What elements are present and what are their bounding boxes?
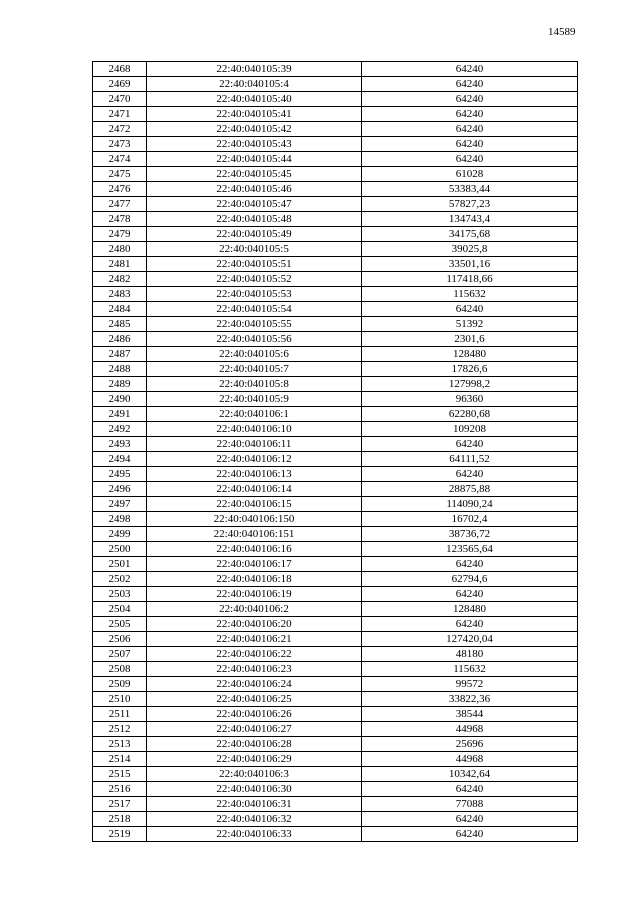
table-row [93, 662, 578, 677]
value-cell: 25696 [362, 737, 578, 752]
cadastral-number-cell: 22:40:040106:19 [147, 587, 362, 602]
cadastral-number-cell: 22:40:040106:1 [147, 407, 362, 422]
table-row [93, 602, 578, 617]
table-row [93, 137, 578, 152]
table-row [93, 632, 578, 647]
table-row [93, 317, 578, 332]
row-number-cell: 2515 [93, 767, 147, 782]
value-cell: 64240 [362, 137, 578, 152]
cadastral-number-cell: 22:40:040106:21 [147, 632, 362, 647]
cadastral-number-cell: 22:40:040106:30 [147, 782, 362, 797]
value-cell: 99572 [362, 677, 578, 692]
cadastral-number-cell: 22:40:040105:43 [147, 137, 362, 152]
table-row [93, 707, 578, 722]
row-number-cell: 2489 [93, 377, 147, 392]
table-row [93, 452, 578, 467]
row-number-cell: 2470 [93, 92, 147, 107]
value-cell: 64240 [362, 92, 578, 107]
cadastral-number-cell: 22:40:040106:28 [147, 737, 362, 752]
table-row [93, 422, 578, 437]
row-number-cell: 2494 [93, 452, 147, 467]
value-cell: 64240 [362, 557, 578, 572]
table-row [93, 782, 578, 797]
table-body [93, 62, 578, 842]
table-row [93, 197, 578, 212]
row-number-cell: 2485 [93, 317, 147, 332]
table-row [93, 122, 578, 137]
cadastral-number-cell: 22:40:040105:44 [147, 152, 362, 167]
cadastral-number-cell: 22:40:040106:16 [147, 542, 362, 557]
cadastral-number-cell: 22:40:040105:45 [147, 167, 362, 182]
cadastral-number-cell: 22:40:040105:47 [147, 197, 362, 212]
row-number-cell: 2511 [93, 707, 147, 722]
value-cell: 64240 [362, 812, 578, 827]
value-cell: 62280,68 [362, 407, 578, 422]
row-number-cell: 2475 [93, 167, 147, 182]
cadastral-number-cell: 22:40:040105:49 [147, 227, 362, 242]
value-cell: 109208 [362, 422, 578, 437]
cadastral-number-cell: 22:40:040106:151 [147, 527, 362, 542]
table-row [93, 212, 578, 227]
value-cell: 64240 [362, 782, 578, 797]
table-row [93, 362, 578, 377]
table-row [93, 767, 578, 782]
cadastral-number-cell: 22:40:040106:3 [147, 767, 362, 782]
value-cell: 115632 [362, 287, 578, 302]
value-cell: 127420,04 [362, 632, 578, 647]
cadastral-number-cell: 22:40:040106:22 [147, 647, 362, 662]
row-number-cell: 2493 [93, 437, 147, 452]
table-row [93, 392, 578, 407]
table-row [93, 152, 578, 167]
row-number-cell: 2505 [93, 617, 147, 632]
table-row [93, 752, 578, 767]
cadastral-number-cell: 22:40:040105:6 [147, 347, 362, 362]
row-number-cell: 2490 [93, 392, 147, 407]
table-row [93, 167, 578, 182]
value-cell: 96360 [362, 392, 578, 407]
row-number-cell: 2501 [93, 557, 147, 572]
table-row [93, 512, 578, 527]
cadastral-number-cell: 22:40:040105:4 [147, 77, 362, 92]
value-cell: 17826,6 [362, 362, 578, 377]
cadastral-number-cell: 22:40:040106:10 [147, 422, 362, 437]
table-row [93, 812, 578, 827]
row-number-cell: 2498 [93, 512, 147, 527]
cadastral-number-cell: 22:40:040106:27 [147, 722, 362, 737]
row-number-cell: 2478 [93, 212, 147, 227]
value-cell: 51392 [362, 317, 578, 332]
value-cell: 38736,72 [362, 527, 578, 542]
table-row [93, 542, 578, 557]
row-number-cell: 2508 [93, 662, 147, 677]
table-row [93, 497, 578, 512]
row-number-cell: 2512 [93, 722, 147, 737]
table-row [93, 332, 578, 347]
table-row [93, 377, 578, 392]
cadastral-number-cell: 22:40:040106:12 [147, 452, 362, 467]
cadastral-number-cell: 22:40:040106:14 [147, 482, 362, 497]
cadastral-number-cell: 22:40:040105:40 [147, 92, 362, 107]
table-row [93, 347, 578, 362]
value-cell: 16702,4 [362, 512, 578, 527]
cadastral-number-cell: 22:40:040106:29 [147, 752, 362, 767]
row-number-cell: 2491 [93, 407, 147, 422]
value-cell: 33822,36 [362, 692, 578, 707]
cadastral-number-cell: 22:40:040105:53 [147, 287, 362, 302]
value-cell: 64240 [362, 827, 578, 842]
row-number-cell: 2497 [93, 497, 147, 512]
row-number-cell: 2480 [93, 242, 147, 257]
value-cell: 34175,68 [362, 227, 578, 242]
cadastral-number-cell: 22:40:040106:25 [147, 692, 362, 707]
cadastral-number-cell: 22:40:040106:15 [147, 497, 362, 512]
row-number-cell: 2510 [93, 692, 147, 707]
row-number-cell: 2502 [93, 572, 147, 587]
cadastral-number-cell: 22:40:040105:55 [147, 317, 362, 332]
table-row [93, 692, 578, 707]
table-row [93, 182, 578, 197]
value-cell: 44968 [362, 752, 578, 767]
row-number-cell: 2468 [93, 62, 147, 77]
row-number-cell: 2471 [93, 107, 147, 122]
row-number-cell: 2473 [93, 137, 147, 152]
value-cell: 64240 [362, 617, 578, 632]
row-number-cell: 2482 [93, 272, 147, 287]
table-row [93, 272, 578, 287]
value-cell: 64240 [362, 587, 578, 602]
row-number-cell: 2481 [93, 257, 147, 272]
row-number-cell: 2513 [93, 737, 147, 752]
row-number-cell: 2519 [93, 827, 147, 842]
cadastral-number-cell: 22:40:040106:17 [147, 557, 362, 572]
table-row [93, 677, 578, 692]
cadastral-number-cell: 22:40:040105:9 [147, 392, 362, 407]
row-number-cell: 2492 [93, 422, 147, 437]
row-number-cell: 2496 [93, 482, 147, 497]
cadastral-number-cell: 22:40:040105:39 [147, 62, 362, 77]
row-number-cell: 2495 [93, 467, 147, 482]
value-cell: 64240 [362, 152, 578, 167]
value-cell: 53383,44 [362, 182, 578, 197]
cadastral-number-cell: 22:40:040106:20 [147, 617, 362, 632]
value-cell: 64240 [362, 437, 578, 452]
table-row [93, 92, 578, 107]
value-cell: 38544 [362, 707, 578, 722]
value-cell: 64240 [362, 467, 578, 482]
value-cell: 64240 [362, 62, 578, 77]
page-number: 14589 [548, 26, 576, 38]
value-cell: 127998,2 [362, 377, 578, 392]
value-cell: 48180 [362, 647, 578, 662]
row-number-cell: 2509 [93, 677, 147, 692]
cadastral-number-cell: 22:40:040106:11 [147, 437, 362, 452]
table-row [93, 572, 578, 587]
row-number-cell: 2469 [93, 77, 147, 92]
row-number-cell: 2517 [93, 797, 147, 812]
row-number-cell: 2474 [93, 152, 147, 167]
table-row [93, 647, 578, 662]
cadastral-number-cell: 22:40:040106:32 [147, 812, 362, 827]
cadastral-number-cell: 22:40:040105:46 [147, 182, 362, 197]
cadastral-number-cell: 22:40:040106:23 [147, 662, 362, 677]
cadastral-number-cell: 22:40:040106:26 [147, 707, 362, 722]
value-cell: 64111,52 [362, 452, 578, 467]
cadastral-number-cell: 22:40:040105:54 [147, 302, 362, 317]
value-cell: 64240 [362, 302, 578, 317]
table-row [93, 482, 578, 497]
cadastral-number-cell: 22:40:040106:24 [147, 677, 362, 692]
row-number-cell: 2500 [93, 542, 147, 557]
table-row [93, 467, 578, 482]
row-number-cell: 2476 [93, 182, 147, 197]
value-cell: 33501,16 [362, 257, 578, 272]
row-number-cell: 2488 [93, 362, 147, 377]
table-row [93, 407, 578, 422]
table-row [93, 827, 578, 842]
value-cell: 123565,64 [362, 542, 578, 557]
value-cell: 64240 [362, 122, 578, 137]
table-row [93, 302, 578, 317]
row-number-cell: 2514 [93, 752, 147, 767]
table-row [93, 617, 578, 632]
table-row [93, 257, 578, 272]
value-cell: 115632 [362, 662, 578, 677]
table-row [93, 737, 578, 752]
row-number-cell: 2506 [93, 632, 147, 647]
cadastral-number-cell: 22:40:040105:48 [147, 212, 362, 227]
value-cell: 64240 [362, 107, 578, 122]
value-cell: 57827,23 [362, 197, 578, 212]
row-number-cell: 2499 [93, 527, 147, 542]
row-number-cell: 2472 [93, 122, 147, 137]
value-cell: 62794,6 [362, 572, 578, 587]
row-number-cell: 2507 [93, 647, 147, 662]
cadastral-value-table [92, 61, 578, 842]
table-row [93, 722, 578, 737]
value-cell: 28875,88 [362, 482, 578, 497]
row-number-cell: 2518 [93, 812, 147, 827]
row-number-cell: 2504 [93, 602, 147, 617]
cadastral-number-cell: 22:40:040106:31 [147, 797, 362, 812]
cadastral-number-cell: 22:40:040106:18 [147, 572, 362, 587]
value-cell: 128480 [362, 347, 578, 362]
cadastral-number-cell: 22:40:040105:8 [147, 377, 362, 392]
row-number-cell: 2479 [93, 227, 147, 242]
table-row [93, 227, 578, 242]
table-row [93, 77, 578, 92]
row-number-cell: 2483 [93, 287, 147, 302]
cadastral-number-cell: 22:40:040105:56 [147, 332, 362, 347]
table-row [93, 557, 578, 572]
value-cell: 2301,6 [362, 332, 578, 347]
value-cell: 39025,8 [362, 242, 578, 257]
row-number-cell: 2484 [93, 302, 147, 317]
value-cell: 77088 [362, 797, 578, 812]
value-cell: 10342,64 [362, 767, 578, 782]
cadastral-number-cell: 22:40:040106:13 [147, 467, 362, 482]
table-row [93, 587, 578, 602]
value-cell: 134743,4 [362, 212, 578, 227]
cadastral-number-cell: 22:40:040105:42 [147, 122, 362, 137]
cadastral-number-cell: 22:40:040105:5 [147, 242, 362, 257]
table-row [93, 287, 578, 302]
row-number-cell: 2486 [93, 332, 147, 347]
row-number-cell: 2503 [93, 587, 147, 602]
cadastral-number-cell: 22:40:040105:7 [147, 362, 362, 377]
cadastral-number-cell: 22:40:040105:51 [147, 257, 362, 272]
cadastral-number-cell: 22:40:040106:33 [147, 827, 362, 842]
table-row [93, 242, 578, 257]
cadastral-number-cell: 22:40:040105:41 [147, 107, 362, 122]
table-row [93, 107, 578, 122]
table-row [93, 527, 578, 542]
table-row [93, 797, 578, 812]
cadastral-number-cell: 22:40:040105:52 [147, 272, 362, 287]
row-number-cell: 2477 [93, 197, 147, 212]
value-cell: 64240 [362, 77, 578, 92]
table-row [93, 62, 578, 77]
value-cell: 128480 [362, 602, 578, 617]
row-number-cell: 2487 [93, 347, 147, 362]
cadastral-number-cell: 22:40:040106:150 [147, 512, 362, 527]
table-row [93, 437, 578, 452]
value-cell: 44968 [362, 722, 578, 737]
value-cell: 61028 [362, 167, 578, 182]
value-cell: 117418,66 [362, 272, 578, 287]
value-cell: 114090,24 [362, 497, 578, 512]
row-number-cell: 2516 [93, 782, 147, 797]
cadastral-number-cell: 22:40:040106:2 [147, 602, 362, 617]
